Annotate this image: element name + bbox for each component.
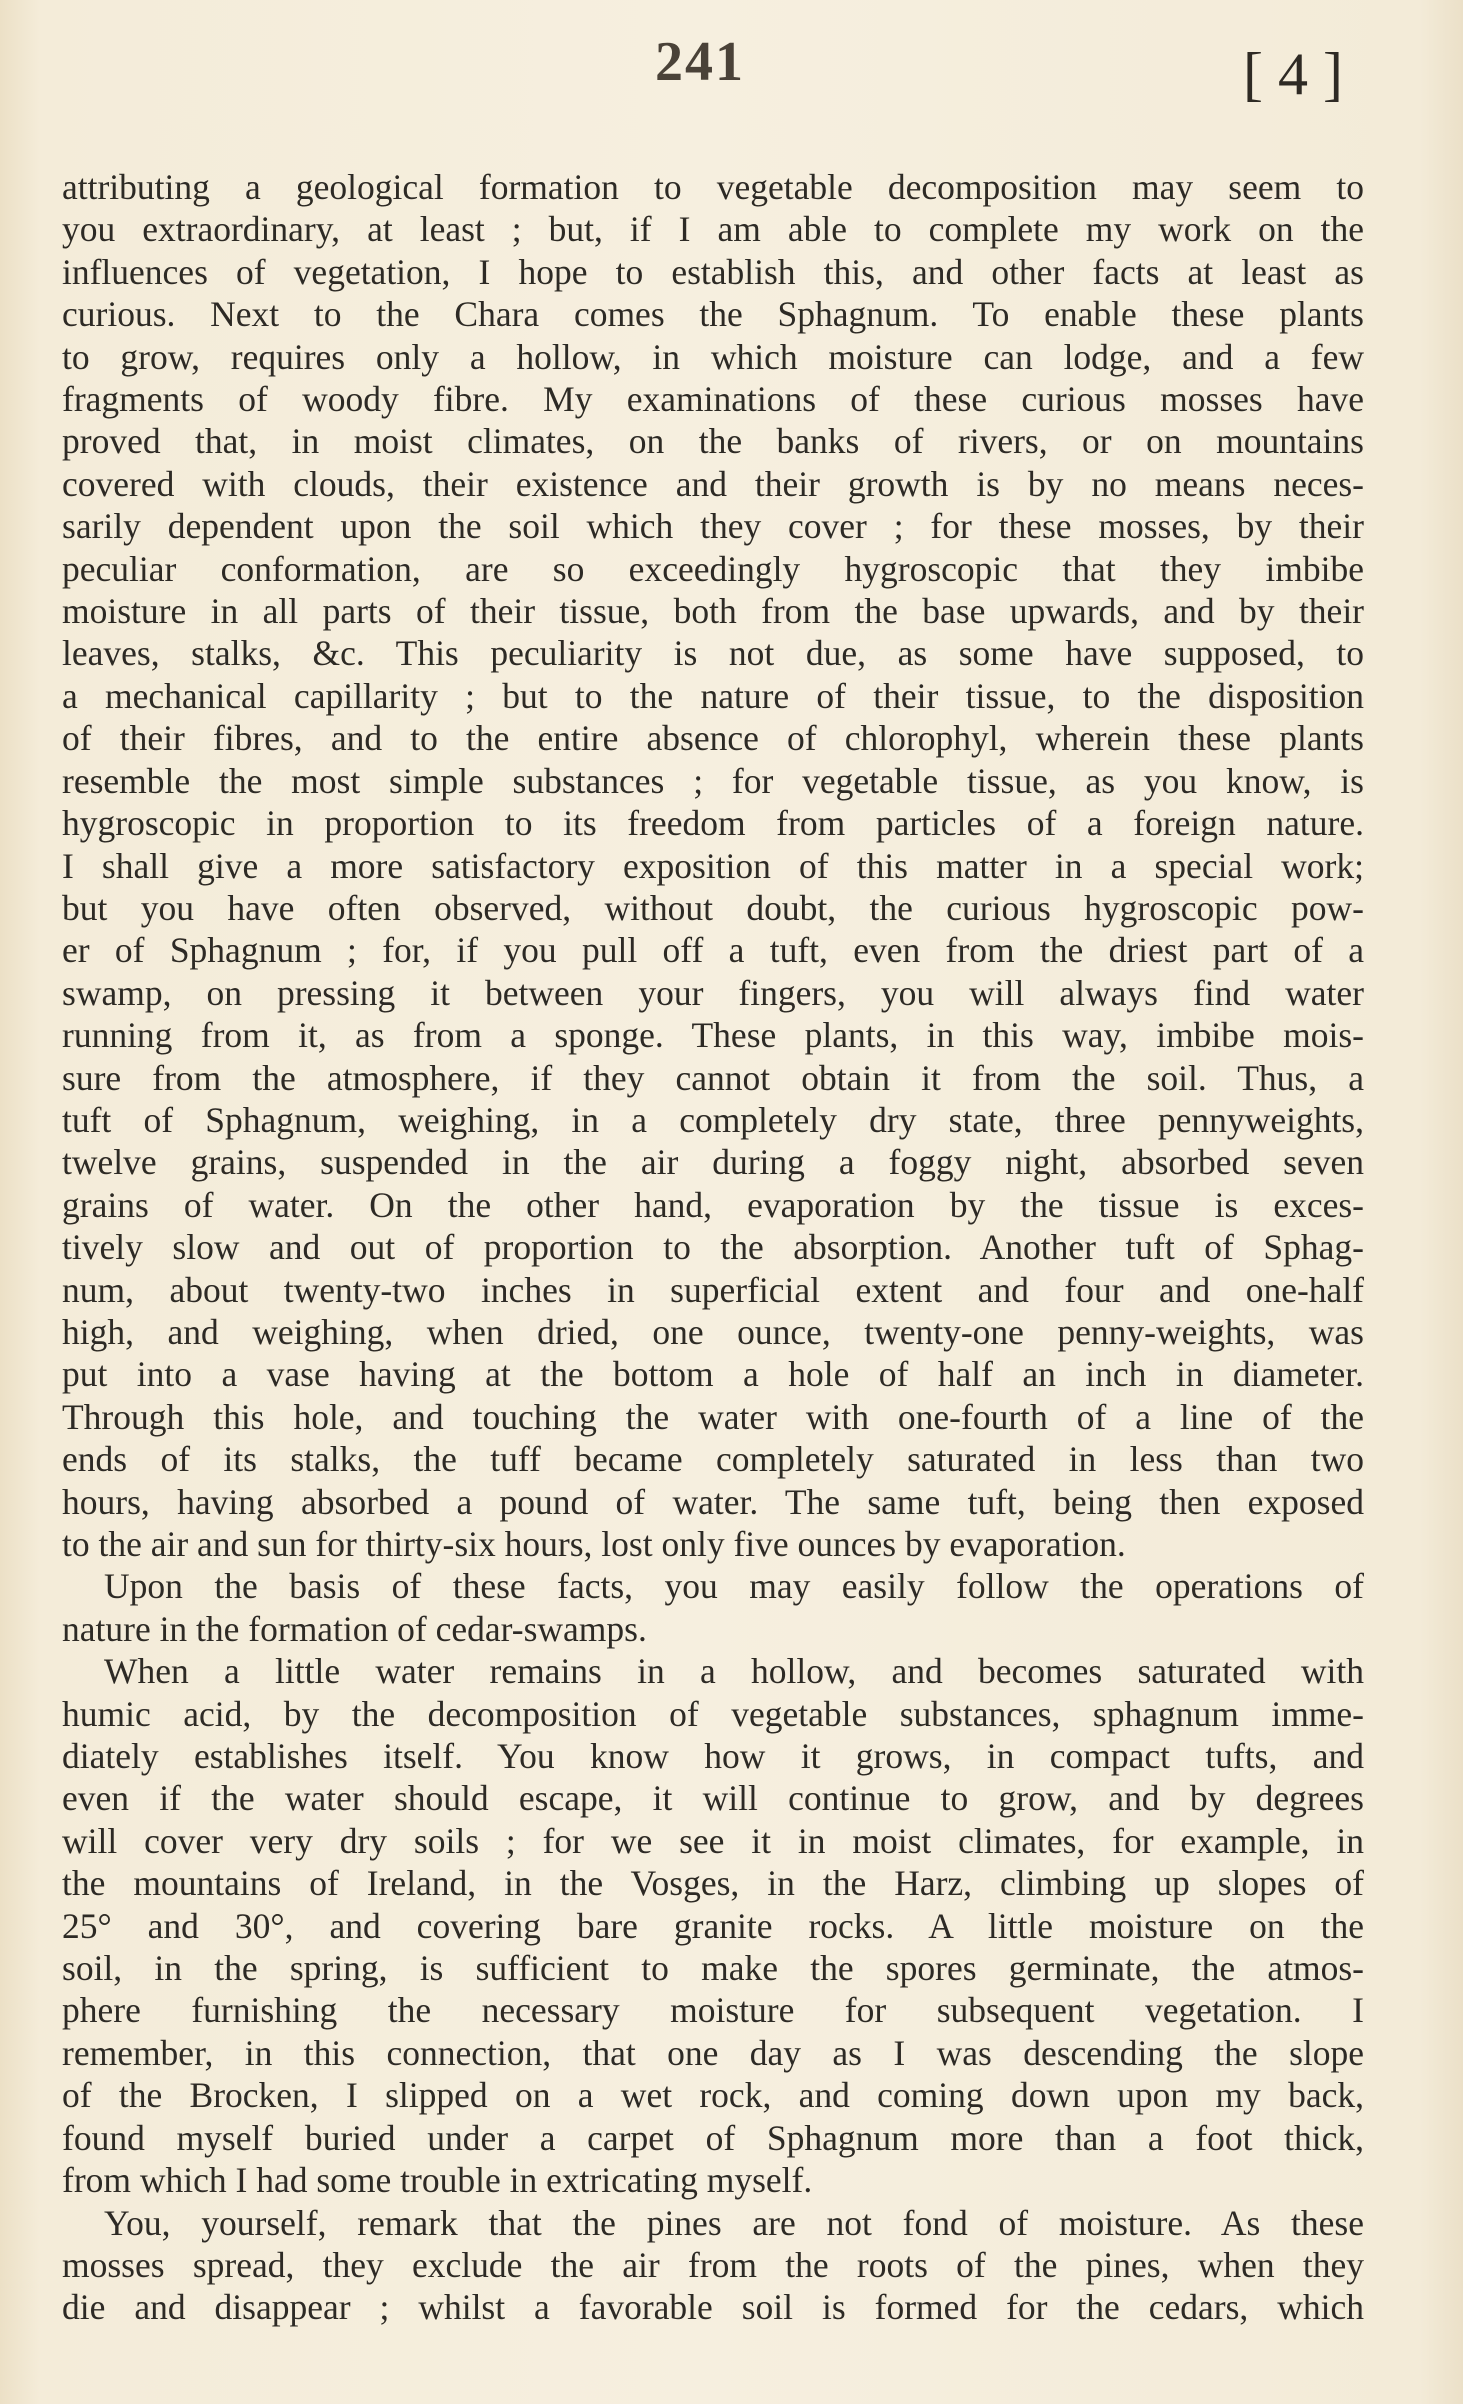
signature-number: [ 4 ] bbox=[1243, 41, 1343, 107]
text-line: but you have often observed, without doubt, the curious hygroscopic pow- bbox=[62, 887, 1364, 928]
text-line: grains of water. On the other hand, evaporation by the tissue is exces- bbox=[62, 1184, 1364, 1225]
text-line: high, and weighing, when dried, one ounce, twenty-one penny-weights, was bbox=[62, 1311, 1364, 1352]
text-line: nature in the formation of cedar-swamps. bbox=[62, 1608, 647, 1649]
text-line: soil, in the spring, is sufficient to make the spores germinate, the atmos- bbox=[62, 1948, 1364, 1989]
text-line: Through this hole, and touching the water with one-fourth of a line of the bbox=[62, 1396, 1364, 1437]
text-line: Upon the basis of these facts, you may easily follow the operations of bbox=[104, 1566, 1364, 1607]
text-line: hygroscopic in proportion to its freedom from particles of a foreign nature. bbox=[62, 803, 1364, 844]
text-line: leaves, stalks, &c. This peculiarity is not due, as some have supposed, to bbox=[62, 633, 1364, 674]
text-line: of the Brocken, I slipped on a wet rock, and coming down upon my back, bbox=[62, 2075, 1364, 2116]
text-line: sure from the atmosphere, if they cannot obtain it from the soil. Thus, a bbox=[62, 1057, 1364, 1098]
text-line: moisture in all parts of their tissue, both from the base upwards, and by their bbox=[62, 591, 1364, 632]
text-line: humic acid, by the decomposition of vegetable substances, sphagnum imme- bbox=[62, 1693, 1364, 1734]
text-line: I shall give a more satisfactory exposition of this matter in a special work; bbox=[62, 845, 1364, 886]
paragraph bbox=[62, 2202, 1364, 2329]
text-line: When a little water remains in a hollow, and becomes saturated with bbox=[104, 1651, 1364, 1692]
text-line: ends of its stalks, the tuff became completely saturated in less than two bbox=[62, 1439, 1364, 1480]
text-line: tively slow and out of proportion to the absorption. Another tuft of Sphag- bbox=[62, 1227, 1364, 1268]
text-line: peculiar conformation, are so exceedingly hygroscopic that they imbibe bbox=[62, 548, 1364, 589]
text-line: proved that, in moist climates, on the banks of rivers, or on mountains bbox=[62, 421, 1364, 462]
text-line: curious. Next to the Chara comes the Sphagnum. To enable these plants bbox=[62, 294, 1364, 335]
text-line: from which I had some trouble in extricating myself. bbox=[62, 2160, 813, 2201]
text-line: covered with clouds, their existence and their growth is by no means neces- bbox=[62, 463, 1364, 504]
text-line: You, yourself, remark that the pines are not fond of moisture. As these bbox=[104, 2202, 1364, 2243]
text-line: twelve grains, suspended in the air during a foggy night, absorbed seven bbox=[62, 1142, 1364, 1183]
text-line: to grow, requires only a hollow, in which moisture can lodge, and a few bbox=[62, 336, 1364, 377]
paragraph bbox=[62, 1565, 1364, 1650]
text-line: running from it, as from a sponge. These plants, in this way, imbibe mois- bbox=[62, 1015, 1364, 1056]
text-line: influences of vegetation, I hope to establish this, and other facts at least as bbox=[62, 251, 1364, 292]
text-line: fragments of woody fibre. My examinations of these curious mosses have bbox=[62, 379, 1364, 420]
text-line: sarily dependent upon the soil which they cover ; for these mosses, by their bbox=[62, 506, 1364, 547]
text-line: resemble the most simple substances ; for vegetable tissue, as you know, is bbox=[62, 760, 1364, 801]
text-line: diately establishes itself. You know how it grows, in compact tufts, and bbox=[62, 1736, 1364, 1777]
text-line: tuft of Sphagnum, weighing, in a completely dry state, three pennyweights, bbox=[62, 1099, 1364, 1140]
text-line: you extraordinary, at least ; but, if I am able to complete my work on the bbox=[62, 209, 1364, 250]
text-line: found myself buried under a carpet of Sphagnum more than a foot thick, bbox=[62, 2117, 1364, 2158]
text-line: phere furnishing the necessary moisture for subsequent vegetation. I bbox=[62, 1990, 1364, 2031]
text-line: er of Sphagnum ; for, if you pull off a tuft, even from the driest part of a bbox=[62, 930, 1364, 971]
text-line: attributing a geological formation to vegetable decomposition may seem to bbox=[62, 167, 1364, 207]
text-line: the mountains of Ireland, in the Vosges, in the Harz, climbing up slopes of bbox=[62, 1863, 1364, 1904]
text-line: to the air and sun for thirty-six hours, lost only five ounces by evaporation. bbox=[62, 1524, 1126, 1564]
text-line: num, about twenty-two inches in superficial extent and four and one-half bbox=[62, 1269, 1364, 1310]
paragraph bbox=[62, 1650, 1364, 2201]
text-line: remember, in this connection, that one day as I was descending the slope bbox=[62, 2032, 1364, 2073]
text-line: of their fibres, and to the entire absence of chlorophyl, wherein these plants bbox=[62, 718, 1364, 759]
body-text bbox=[62, 166, 1364, 2329]
text-line: swamp, on pressing it between your fingers, you will always find water bbox=[62, 972, 1364, 1013]
text-line: 25° and 30°, and covering bare granite rocks. A little moisture on the bbox=[62, 1905, 1364, 1946]
paragraph bbox=[62, 166, 1364, 1565]
text-line: hours, having absorbed a pound of water. The same tuft, being then exposed bbox=[62, 1481, 1364, 1522]
text-line: will cover very dry soils ; for we see it in moist climates, for example, in bbox=[62, 1820, 1364, 1861]
page-number: 241 bbox=[655, 31, 745, 93]
text-line: put into a vase having at the bottom a hole of half an inch in diameter. bbox=[62, 1354, 1364, 1395]
text-line: even if the water should escape, it will continue to grow, and by degrees bbox=[62, 1778, 1364, 1819]
text-line: die and disappear ; whilst a favorable soil is formed for the cedars, which bbox=[62, 2287, 1364, 2328]
text-line: a mechanical capillarity ; but to the nature of their tissue, to the disposition bbox=[62, 675, 1364, 716]
text-line: mosses spread, they exclude the air from the roots of the pines, when they bbox=[62, 2244, 1364, 2285]
